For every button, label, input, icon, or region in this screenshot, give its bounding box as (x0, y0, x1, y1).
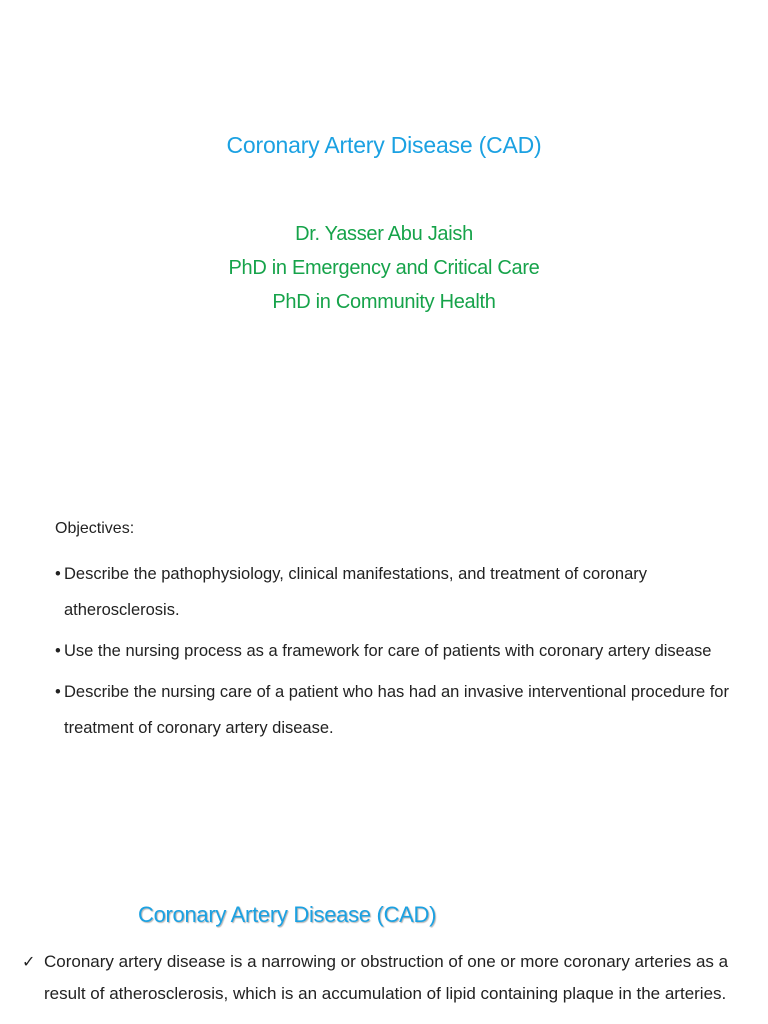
title-block (0, 132, 768, 159)
section-title: Coronary Artery Disease (CAD) (138, 902, 437, 927)
objectives-section (55, 520, 735, 751)
bullet-icon: • (55, 683, 61, 701)
objective-text: Describe the nursing care of a patient who has had an invasive interventional procedure for treatment of coronary artery disease. (64, 683, 729, 737)
bullet-icon: • (55, 565, 61, 583)
document-title: Coronary Artery Disease (CAD) (226, 132, 542, 158)
cad-point (22, 946, 742, 1010)
objective-item (55, 674, 735, 746)
cad-points (22, 946, 742, 1010)
author-name: Dr. Yasser Abu Jaish (295, 223, 473, 245)
author-block (0, 217, 768, 319)
objectives-heading: Objectives: (55, 520, 135, 537)
objective-item (55, 633, 735, 669)
author-credential: PhD in Community Health (272, 291, 496, 313)
cad-point-text: Coronary artery disease is a narrowing or obstruction of one or more coronary arteries as a result of atherosclerosis, which is an accumulation of lipid containing plaque in the arteries. (44, 952, 729, 1003)
author-credential: PhD in Emergency and Critical Care (228, 257, 540, 279)
bullet-icon: • (55, 642, 61, 660)
objective-text: Describe the pathophysiology, clinical manifestations, and treatment of coronary atherosclerosis. (64, 565, 648, 619)
objective-text: Use the nursing process as a framework for care of patients with coronary artery disease (64, 642, 712, 660)
checkmark-icon: ✓ (22, 952, 36, 971)
objectives-list (55, 556, 735, 746)
objective-item (55, 556, 735, 628)
